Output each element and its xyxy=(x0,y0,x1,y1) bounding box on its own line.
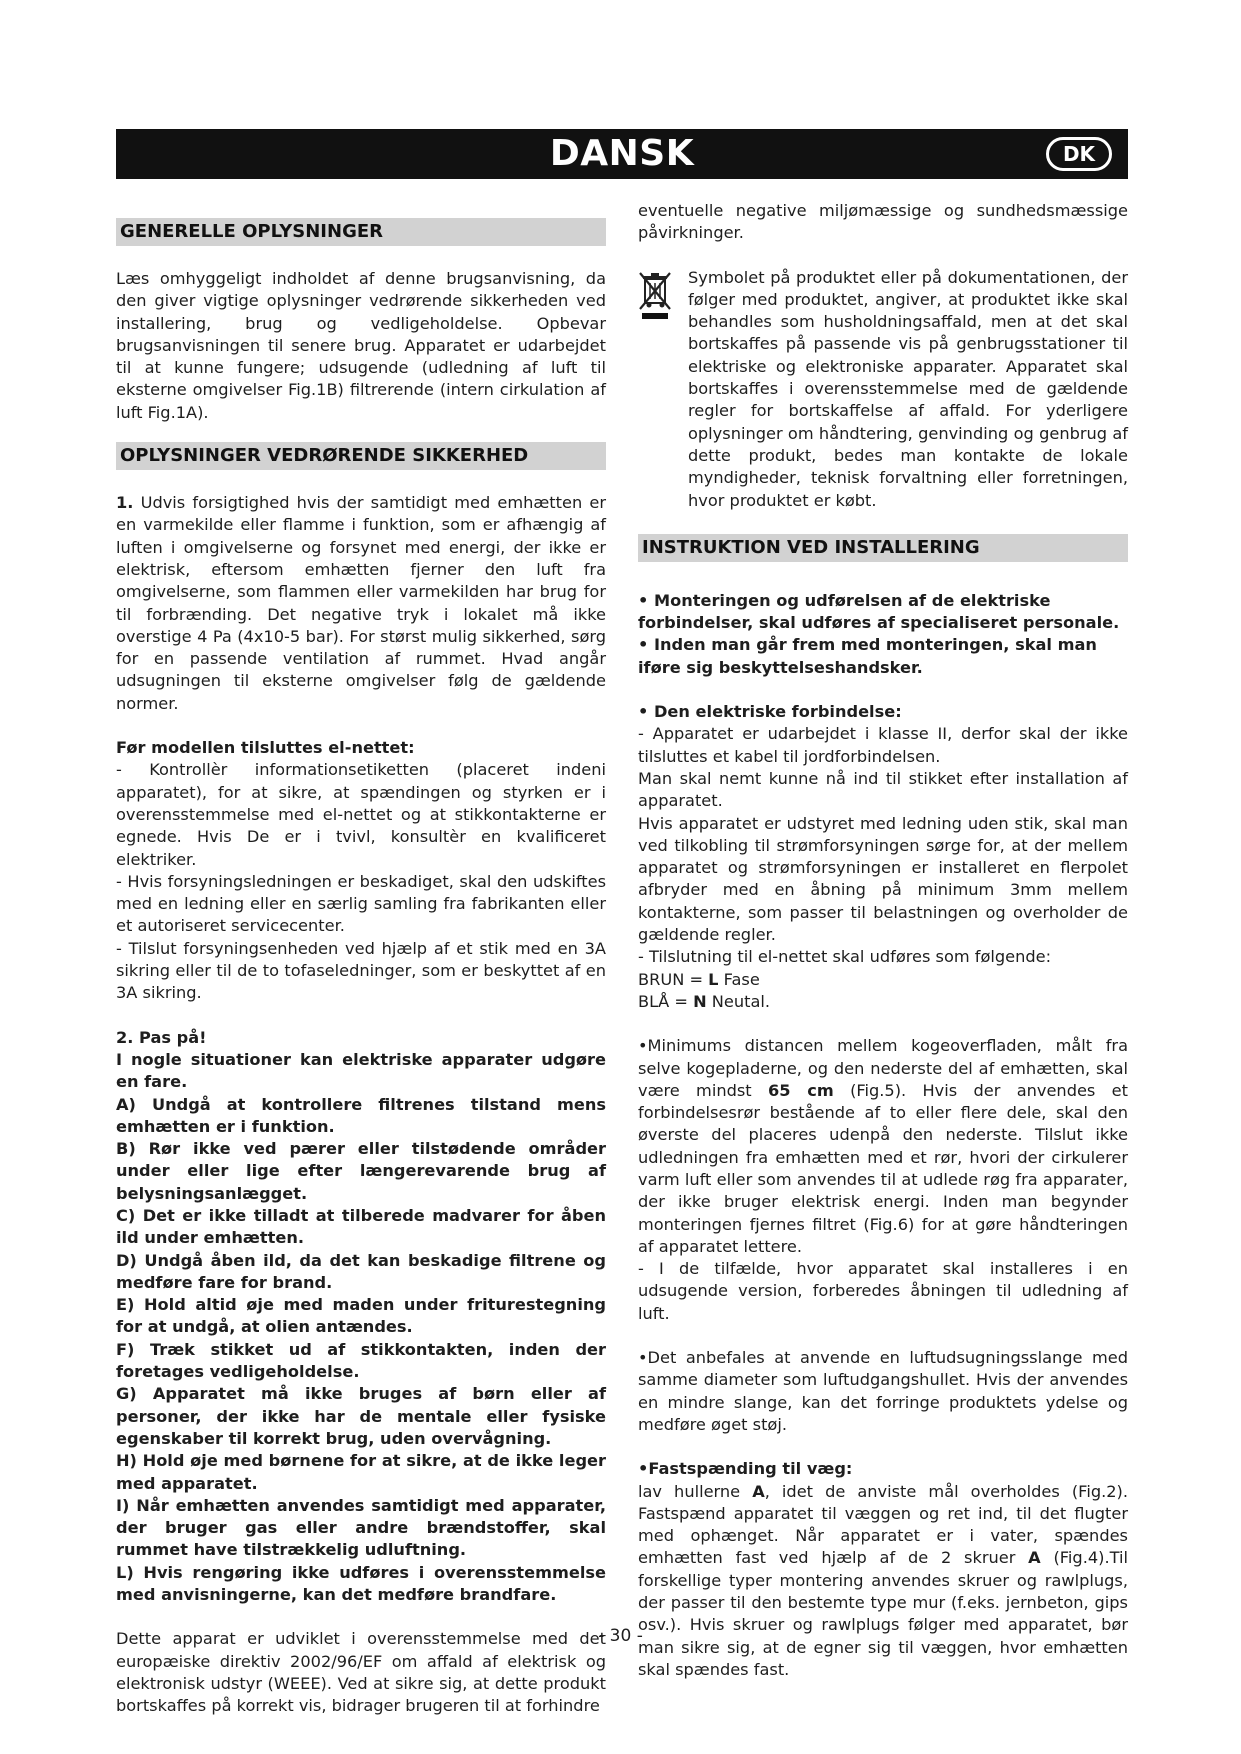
wall-fixing-title: •Fastspænding til væg: xyxy=(638,1459,853,1479)
warning-intro: I nogle situationer kan elektriske apparater udgøre en fare. xyxy=(116,1049,606,1092)
wall-fixing-paragraph xyxy=(638,1481,1128,1682)
weee-symbol-block xyxy=(638,267,1128,512)
warning-a: A) Undgå at kontrollere filtrenes tilstand mens emhætten er i funktion. xyxy=(116,1094,606,1136)
safety-text-1: Udvis forsigtighed hvis der samtidigt med emhætten er en varmekilde eller flamme i funktion, som er afhængig af luften i omgivelserne og forsynet med energi, der ikke er elektrisk, eftersom emhætten fjerner den luft fra omgivelserne, som flammen eller varmekilden har brug for til forbrænding. Det negative tryk i lokalet må ikke overstige 4 Pa (4x10-5 bar). For størst mulig sikkerhed, sørg for en passende ventilation af rummet. Hvad angår udsugningen til eksterne omgivelser følg de gældende normer. xyxy=(116,493,606,713)
wire-brown-label: BRUN = xyxy=(638,969,709,989)
before-connecting-c: - Tilslut forsyningsenheden ved hjælp af et stik med en 3A sikring eller til de to tofaseledninger, som er beskyttet af en 3A sikring. xyxy=(116,938,606,1003)
warning-l: L) Hvis rengøring ikke udføres i overensstemmelse med anvisningerne, kan det medføre brandfare. xyxy=(116,1562,606,1605)
minimum-distance-value: 65 cm xyxy=(767,1080,834,1100)
electrical-plug-access: Man skal nemt kunne nå ind til stikket efter installation af apparatet. xyxy=(638,768,1128,811)
weee-symbol-paragraph: Symbolet på produktet eller på dokumentationen, der følger med produktet, angiver, at produktet ikke skal behandles som husholdningsaffald, men at det skal bortskaffes på passende vis på genbrugsstationer til elektriske og elektroniske apparater. Apparatet skal bortskaffes i overensstemmelse med de gældende regler for bortskaffelse af affald. For yderligere oplysninger om håndtering, genvinding og genbrug af dette produkt, bedes man kontakte de lokale myndigheder, teknisk forvaltning eller forretningen, hvor produktet er købt. xyxy=(688,267,1128,510)
wire-blue-label: BLÅ = xyxy=(638,991,694,1011)
wire-brown-text: Fase xyxy=(718,969,760,989)
intro-paragraph: Læs omhyggeligt indholdet af denne brugsanvisning, da den giver vigtige oplysninger vedrørende sikkerheden ved installering, brug og vedligeholdelse. Opbevar brugsanvisningen til senere brug. Apparatet er udarbejdet til at kunne fungere; udsugende (udledning af luft til eksterne omgivelser Fig.1B) filtrerende (intern cirkulation af luft Fig.1A). xyxy=(116,269,606,422)
wire-brown-code: L xyxy=(708,969,719,989)
install-bullet-1: • Monteringen og udførelsen af de elektriske forbindelser, skal udføres af specialiseret personale. xyxy=(638,590,1120,633)
language-header-bar xyxy=(116,129,1128,179)
wall-fixing-text-a: lav hullerne xyxy=(638,1481,753,1501)
warning-c: C) Det er ikke tilladt at tilberede madvarer for åben ild under emhætten. xyxy=(116,1205,606,1248)
heading-safety: OPLYSNINGER VEDRØRENDE SIKKERHED xyxy=(116,442,606,470)
before-connecting-a: - Kontrollèr informationsetiketten (placeret indeni apparatet), for at sikre, at spændingen og styrken er i overensstemmelse med el-nettet og at stikkontakterne er egnede. Hvis De er i tvivl, konsultèr en kvalificeret elektriker. xyxy=(116,760,606,869)
warning-i: I) Når emhætten anvendes samtidigt med apparater, der bruger gas eller andre brændstoffer, skal rummet have tilstrækkelig udluftning. xyxy=(116,1495,606,1560)
hose-recommendation-paragraph: •Det anbefales at anvende en luftudsugningsslange med samme diameter som luftudgangshullet. Hvis der anvendes en mindre slange, kan det forringe produktets ydelse og medføre øget støj. xyxy=(638,1348,1128,1434)
install-bullet-2: • Inden man går frem med monteringen, skal man iføre sig beskyttelseshandsker. xyxy=(638,635,1097,677)
warning-b: B) Rør ikke ved pærer eller tilstødende områder under eller lige efter længerevarende brug af belysningsanlægget. xyxy=(116,1139,606,1203)
wall-fixing-holes-label: A xyxy=(752,1481,765,1501)
heading-general-information: GENERELLE OPLYSNINGER xyxy=(116,218,606,246)
electrical-mains-connection: - Tilslutning til el-nettet skal udføres som følgende: xyxy=(638,947,1052,967)
warning-f: F) Træk stikket ud af stikkontakten, inden der foretages vedligeholdelse. xyxy=(116,1339,606,1382)
warning-title: 2. Pas på! xyxy=(116,1027,207,1047)
safety-paragraph-1 xyxy=(116,492,606,715)
warning-h: H) Hold øje med børnene for at sikre, at de ikke leger med apparatet. xyxy=(116,1451,606,1493)
country-badge: DK xyxy=(1046,137,1112,171)
wire-brown-line xyxy=(638,969,1128,991)
minimum-distance-text-a: •Minimums distancen mellem kogeoverfladen, målt fra selve kogepladerne, og den nederste del af emhætten, skal være mindst xyxy=(638,1036,1128,1100)
before-connecting-title: Før modellen tilsluttes el-nettet: xyxy=(116,738,415,758)
language-title: DANSK xyxy=(549,133,695,174)
warning-e: E) Hold altid øje med maden under friturestegning for at undgå, at olien antændes. xyxy=(116,1295,606,1337)
warning-g: G) Apparatet må ikke bruges af børn eller af personer, der ikke har de mentale eller fysiske egenskaber til korrekt brug, uden overvågning. xyxy=(116,1384,606,1448)
crossed-bin-icon xyxy=(638,267,688,512)
weee-directive-paragraph: Dette apparat er udviklet i overensstemmelse med det europæiske direktiv 2002/96/EF om affald af elektrisk og elektronisk udstyr (WEEE). Ved at sikre sig, at dette produkt bortskaffes på korrekt vis, bidrager brugeren til at forhindre xyxy=(116,1629,606,1716)
minimum-distance-paragraph xyxy=(638,1035,1128,1258)
weee-continued-paragraph: eventuelle negative miljømæssige og sundhedsmæssige påvirkninger. xyxy=(638,201,1128,243)
wall-fixing-text-b: , idet de anviste mål overholdes (Fig.2). Fastspænd apparatet til væggen og ret ind, til det flugter med ophænget. Når apparatet er i vater, spændes emhætten fast ved hjælp af de 2 skruer xyxy=(638,1481,1128,1568)
wire-blue-line xyxy=(638,991,1128,1013)
left-column xyxy=(116,200,606,1718)
warning-d: D) Undgå åben ild, da det kan beskadige filtrene og medføre fare for brand. xyxy=(116,1250,606,1292)
right-column xyxy=(638,200,1128,1681)
exhaust-version-paragraph: - I de tilfælde, hvor apparatet skal installeres i en udsugende version, forberedes åbningen til udledning af luft. xyxy=(638,1259,1128,1323)
electrical-multipole-switch: Hvis apparatet er udstyret med ledning uden stik, skal man ved tilkobling til strømforsyningen sørge for, at der mellem apparatet og strømforsyningen er installeret en flerpolet afbryder med en åbning på minimum 3mm mellem kontakterne, som passer til belastningen og overholder de gældende regler. xyxy=(638,813,1128,945)
wall-fixing-screws-label: A xyxy=(1028,1548,1041,1568)
page-number: - 30 - xyxy=(598,1626,643,1646)
wall-fixing-text-c: (Fig.4).Til forskellige typer montering anvendes skruer og rawlplugs, der passer til den bestemte type mur (f.eks. jernbeton, gips osv.). Hvis skruer og rawlplugs følger med apparatet, bør man sikre sig, at de egner sig til væggen, hvor emhætten skal spændes fast. xyxy=(638,1548,1128,1679)
wire-blue-code: N xyxy=(693,991,707,1011)
heading-installation: INSTRUKTION VED INSTALLERING xyxy=(638,534,1128,562)
item-number: 1. xyxy=(116,493,134,513)
electrical-class-ii: - Apparatet er udarbejdet i klasse II, derfor skal der ikke tilsluttes et kabel til jordforbindelsen. xyxy=(638,724,1128,766)
wire-blue-text: Neutal. xyxy=(706,991,771,1011)
electrical-connection-title: • Den elektriske forbindelse: xyxy=(638,702,902,722)
before-connecting-b: - Hvis forsyningsledningen er beskadiget, skal den udskiftes med en ledning eller en særlig samling fra fabrikanten eller et autoriseret servicecenter. xyxy=(116,871,606,936)
minimum-distance-text-b: (Fig.5). Hvis der anvendes et forbindelsesrør bestående af to eller flere dele, skal den øverste del placeres udenpå den nederste. Tilslut ikke udledningen fra emhætten med et rør, hvori der cirkulerer varm luft eller som anvendes til at udlede røg fra apparater, der ikke bruger elektrisk energi. Inden man begynder monteringen fjernes filtret (Fig.6) for at gøre håndteringen af apparatet lettere. xyxy=(638,1080,1128,1256)
